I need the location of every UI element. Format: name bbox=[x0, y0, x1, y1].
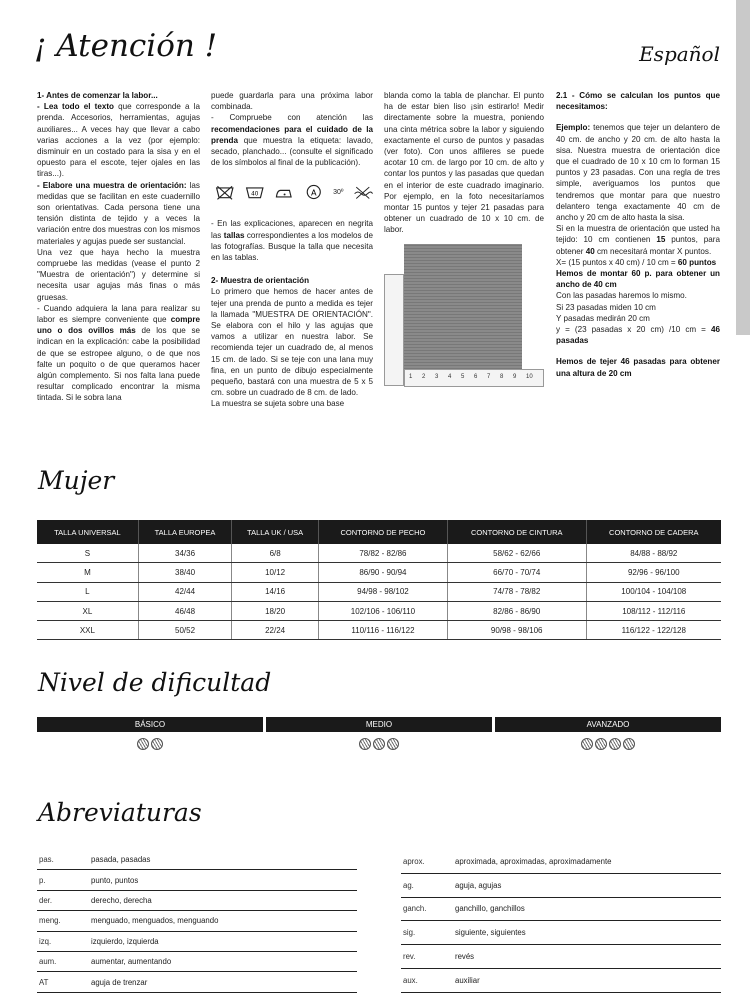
intro-column-4: 2.1 - Cómo se calculan los puntos que necesitamos: Ejemplo: tenemos que tejer un delantero de 40 cm. de ancho y 20 cm. de alto hasta la sisa. Nuestra muestra de orientación dice que el cuadrado de 10 x 10 cm lo forman 15 puntos y 23 pasadas. Con una regla de tres simple, averiguamos los puntos que tendremos que montar para que nuestro delantero tenga exactamente 40 cm de ancho y 20 cm de alto hasta la sisa. Si en la muestra de orientación que usted ha tejido: 10 cm contienen 15 puntos, para obtener 40 cm necesitará montar X puntos. X= (15 puntos x 40 cm) / 10 cm = 60 puntos Hemos de montar 60 p. para obtener un ancho de 40 cm Con las pasadas haremos lo mismo. Si 23 pasadas miden 10 cm Y pasadas medirán 20 cm y = (23 pasadas x 20 cm) /10 cm = 46 pasadas Hemos de tejer 46 pasadas para obtener una altura de 20 cm bbox=[556, 91, 720, 378]
table-row: ganch. ganchillo, ganchillos bbox=[401, 897, 721, 921]
size-table-header: TALLA UNIVERSAL TALLA EUROPEA TALLA UK / USA CONTORNO DE PECHO CONTORNO DE CINTURA CONTORNO DE CADERA bbox=[37, 520, 721, 544]
yarn-ball-icons bbox=[266, 732, 492, 759]
intro-column-2: puede guardarla para una próxima labor combinada. - Compruebe con atención las recomendaciones para el cuidado de la prenda que muestra la etiqueta: lavado, secado, planchado... (consulte el significado de los símbolos al final de la publicación). 40 A 30º - En las explicaciones, aparecen en negrita las tallas correspondientes a los modelos de las fotografías. Busque la talla que necesita en las tablas. 2- Muestra de orientación Lo primero que hemos de hacer antes de tejer una prenda de punto a medida es tejer la llamada "MUESTRA DE ORIENTACIÓN". Se elabora con el hilo y las agujas que vamos a utilizar en nuestra labor. Se recomienda tejer un cuadrado de, al menos 15 cm. de lado. Si se teje con una lana muy fina, en un punto de dibujo especialmente pequeño, bastará con una muestra de 5 x 5 cm. sobre un cuadrado de 8 cm. de lado. La muestra se sujeta sobre una base bbox=[211, 91, 373, 409]
size-table bbox=[37, 520, 721, 640]
table-row: pas. pasada, pasadas bbox=[37, 850, 357, 870]
yarn-ball-icons bbox=[37, 732, 263, 759]
table-row: meng. menguado, menguados, menguando bbox=[37, 911, 357, 931]
table-row: XL 46/48 18/20 102/106 - 106/110 82/86 - 86/90 108/112 - 112/116 bbox=[37, 601, 721, 620]
iron-icon bbox=[274, 182, 294, 202]
table-row: AT aguja de trenzar bbox=[37, 972, 357, 992]
yarn-ball-icon bbox=[387, 738, 399, 750]
abbreviations-tables bbox=[37, 850, 721, 993]
table-row: XXL 50/52 22/24 110/116 - 116/122 90/98 - 98/106 116/122 - 122/128 bbox=[37, 621, 721, 640]
care-symbols bbox=[215, 182, 373, 202]
table-row: S 34/36 6/8 78/82 - 82/86 58/62 - 62/66 84/88 - 88/92 bbox=[37, 544, 721, 563]
svg-text:A: A bbox=[310, 187, 317, 198]
knitted-swatch bbox=[404, 244, 522, 372]
table-row: der. derecho, derecha bbox=[37, 890, 357, 910]
heading-before-starting: 1- Antes de comenzar la labor... bbox=[37, 91, 158, 100]
table-row: M 38/40 10/12 86/90 - 90/94 66/70 - 70/74 92/96 - 96/100 bbox=[37, 563, 721, 582]
yarn-ball-icon bbox=[609, 738, 621, 750]
page-side-tab bbox=[736, 0, 750, 335]
intro-column-3: blanda como la tabla de planchar. El punto ha de estar bien liso ¡sin estirarlo! Medir directamente sobre la muestra, poniendo una cinta métrica sobre la labor y siguiendo exactamente el curso de puntos y pasadas (ver foto). Con unos alfileres se puede acotar 10 cm. de largo por 10 cm. de alto y contar los puntos y las pasadas que quedan en el interior de este cuadrado imaginario. Por ejemplo, en la foto necesitaríamos montar 15 puntos y tejer 21 pasadas para obtener un cuadrado de 10 x 10 cm. de labor. 1 2 3 4 5 6 7 8 9 10 bbox=[384, 90, 544, 389]
table-row: p. punto, puntos bbox=[37, 870, 357, 890]
yarn-ball-icon bbox=[595, 738, 607, 750]
heading-gauge-sample: 2- Muestra de orientación bbox=[211, 276, 310, 286]
abbreviations-section-title: Abreviaturas bbox=[38, 798, 202, 827]
language-label: Español bbox=[639, 42, 720, 66]
level-basic: BÁSICO bbox=[37, 717, 263, 759]
sizes-section-title: Mujer bbox=[38, 466, 115, 495]
yarn-ball-icon bbox=[623, 738, 635, 750]
no-wash-icon bbox=[215, 182, 235, 202]
care-temperature: 30º bbox=[333, 188, 344, 196]
wash-30-icon bbox=[245, 182, 265, 202]
heading-calculate-stitches: 2.1 - Cómo se calculan los puntos que necesitamos: bbox=[556, 91, 720, 112]
abbreviations-left bbox=[37, 850, 357, 993]
no-tumble-icon bbox=[353, 182, 373, 202]
table-row: aprox. aproximada, aproximadas, aproximadamente bbox=[401, 850, 721, 873]
table-row: L 42/44 14/16 94/98 - 98/102 74/78 - 78/82 100/104 - 104/108 bbox=[37, 582, 721, 601]
table-row: rev. revés bbox=[401, 945, 721, 969]
yarn-ball-icons bbox=[495, 732, 721, 759]
page-title: ¡ Atención ! bbox=[34, 28, 218, 64]
table-row: izq. izquierdo, izquierda bbox=[37, 931, 357, 951]
difficulty-levels bbox=[37, 717, 721, 759]
abbreviations-right bbox=[401, 850, 721, 993]
level-advanced: AVANZADO bbox=[495, 717, 721, 759]
gauge-swatch-photo bbox=[384, 244, 544, 389]
table-row: aux. auxiliar bbox=[401, 968, 721, 992]
level-medium: MEDIO bbox=[266, 717, 492, 759]
yarn-ball-icon bbox=[359, 738, 371, 750]
intro-column-1: 1- Antes de comenzar la labor... - Lea todo el texto que corresponde a la prenda. Accesorios, herramientas, agujas auxiliares... A veces hay que llevar a cabo varias acciones a la vez (por ejemplo: disminuir en un costado para la sisa y en el opuesto para el escote, tejer ojales en las tiras...). - Elabore una muestra de orientación: las medidas que se facilitan en este cuadernillo son orientativas. Cada persona tiene una tensión distinta de tejido y a veces la variación entre dos muestras con los mismos materiales y agujas puede ser sustancial. Una vez que haya hecho la muestra compruebe las medidas (vease el punto 2 "Muestra de orientación") y determine si necesita usar agujas más finas o más gruesas. - Cuando adquiera la lana para realizar su labor es siempre conveniente que compre uno o dos ovillos más de los que se indican en la explicación: cabe la posibilidad de que se estropee alguno, o de que nos falte un poquito o de que queramos hacer algún complemento. Si nos falta lana puede resultar complicado encontrar la misma tintada. Si le sobra lana bbox=[37, 91, 200, 403]
table-row: ag. aguja, agujas bbox=[401, 873, 721, 897]
svg-text:40: 40 bbox=[250, 191, 258, 198]
horizontal-ruler: 1 2 3 4 5 6 7 8 9 10 bbox=[404, 369, 544, 387]
yarn-ball-icon bbox=[581, 738, 593, 750]
difficulty-section-title: Nivel de dificultad bbox=[38, 668, 272, 697]
table-row: aum. aumentar, aumentando bbox=[37, 951, 357, 971]
vertical-ruler bbox=[384, 274, 404, 386]
dry-clean-a-icon bbox=[304, 182, 324, 202]
yarn-ball-icon bbox=[151, 738, 163, 750]
yarn-ball-icon bbox=[137, 738, 149, 750]
yarn-ball-icon bbox=[373, 738, 385, 750]
table-row: sig. siguiente, siguientes bbox=[401, 921, 721, 945]
